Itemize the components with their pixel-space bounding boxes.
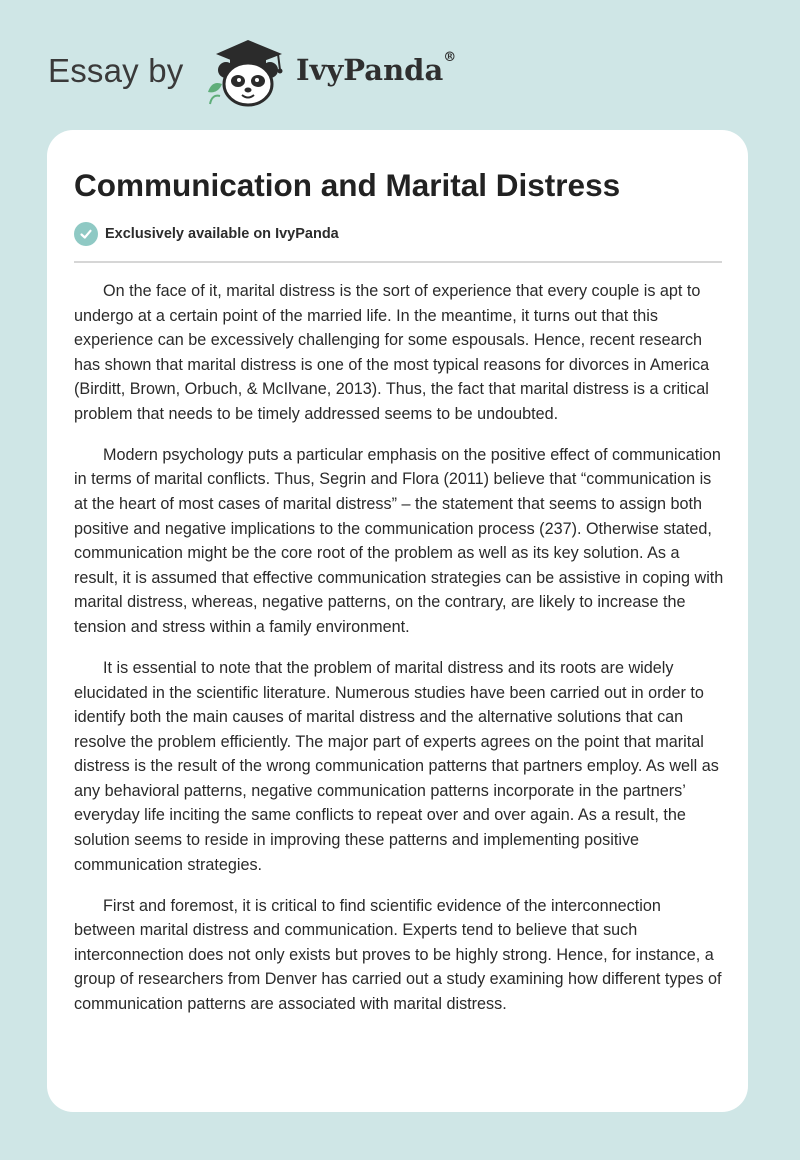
paragraph: First and foremost, it is critical to find scientific evidence of the interconnection between marital distress and communication. Experts tend to believe that such interconnection does not only exists but proves to be highly strong. Hence, for instance, a group of researchers from Denver has carried out a study examining how different types of communication patterns are associated with marital distress.	[74, 896, 722, 1013]
site-header	[0, 0, 800, 130]
essay-card	[47, 130, 748, 1112]
check-icon	[74, 222, 98, 246]
brand-text: IvyPanda	[296, 53, 444, 87]
brand-name[interactable]	[296, 50, 457, 87]
exclusive-label: Exclusively available on IvyPanda	[105, 226, 339, 242]
trademark-symbol: ®	[443, 50, 457, 66]
essay-body	[74, 279, 724, 1033]
paragraph: On the face of it, marital distress is the sort of experience that every couple is apt to undergo at a certain point of the married life. In the meantime, it turns out that this experience can be excessively challenging for some espousals. Hence, recent research has shown that marital distress is one of the most typical reasons for divorces in America (Birditt, Brown, Orbuch, & McIlvane, 2013). Thus, the fact that marital distress is a critical problem that needs to be timely addressed seems to be undoubted.	[74, 282, 710, 423]
page-title: Communication and Marital Distress	[74, 167, 621, 203]
paragraph: Modern psychology puts a particular emphasis on the positive effect of communication in terms of marital conflicts. Thus, Segrin and Flora (2011) believe that “communication is at the heart of most cases of marital distress” – the statement that seems to assign both positive and negative implications to the communication process (237). Otherwise stated, communication might be the core root of the problem as well as its key solution. As a result, it is assumed that effective communication strategies can be assistive in coping with marital distress, whereas, negative patterns, on the contrary, are likely to increase the tension and stress within a family environment.	[74, 445, 724, 637]
divider	[74, 261, 722, 263]
exclusive-badge	[74, 222, 339, 246]
paragraph: It is essential to note that the problem of marital distress and its roots are widely elucidated in the scientific literature. Numerous studies have been carried out in order to identify both the main causes of marital distress and the alternative solutions that can resolve the problem efficiently. The major part of experts agrees on the point that marital distress is the result of the wrong communication patterns that partners employ. As well as any behavioral patterns, negative communication patterns incorporate in the partners’ everyday life inciting the same conflicts to repeat over and over again. As a result, the solution seems to reside in improving these patterns and implementing positive communication strategies.	[74, 658, 719, 874]
essay-by-label: Essay by	[48, 52, 184, 89]
panda-graduate-icon[interactable]	[202, 34, 294, 110]
